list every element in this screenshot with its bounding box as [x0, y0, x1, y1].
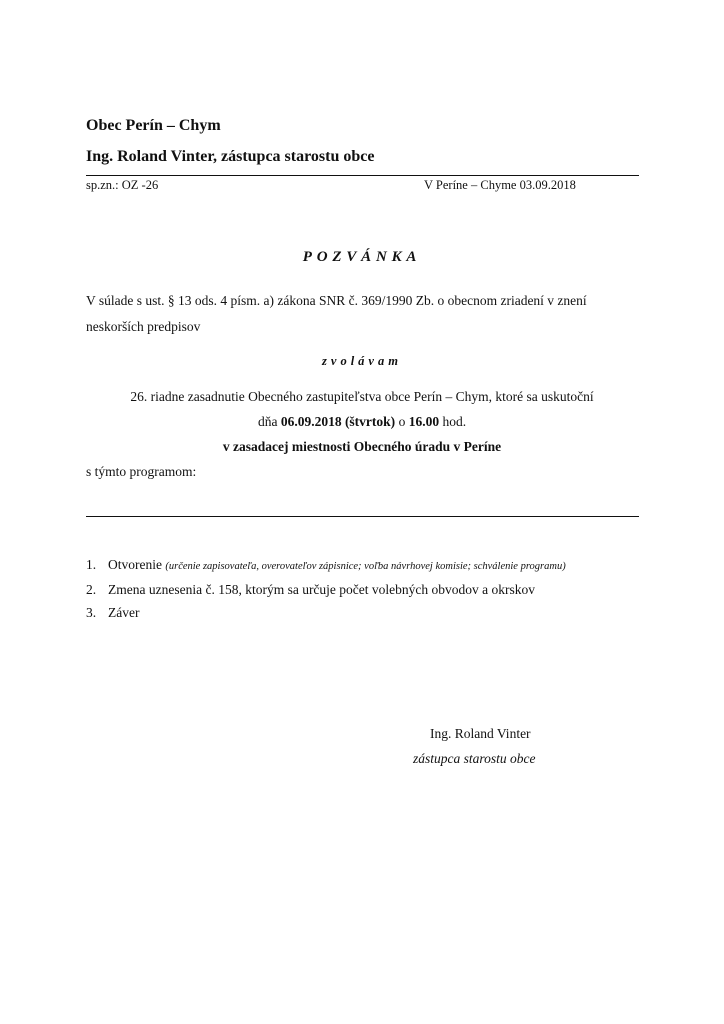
- agenda-item: [86, 601, 646, 624]
- legal-basis-paragraph: V súlade s ust. § 13 ods. 4 písm. a) zákona SNR č. 369/1990 Zb. o obecnom zriadení v znení neskorších predpisov: [86, 293, 587, 334]
- signatory-name: Ing. Roland Vinter: [430, 726, 531, 741]
- agenda-item-note: (určenie zapisovateľa, overovateľov zápisnice; voľba návrhovej komisie; schválenie programu): [165, 561, 566, 572]
- document-title: POZVÁNKA: [302, 249, 422, 265]
- agenda-item-text: Otvorenie: [108, 557, 162, 572]
- meeting-description: 26. riadne zasadnutie Obecného zastupiteľstva obce Perín – Chym, ktoré sa uskutoční: [130, 389, 594, 404]
- convene-statement: zvolávam: [322, 354, 402, 368]
- agenda-list: [86, 553, 646, 624]
- day-prefix: dňa: [257, 414, 281, 429]
- deputy-mayor-heading: Ing. Roland Vinter, zástupca starostu obce: [86, 148, 375, 165]
- time-prefix: o: [395, 414, 409, 429]
- header-divider: [86, 175, 639, 176]
- reference-number: sp.zn.: OZ -26: [86, 178, 159, 192]
- organization-name: Obec Perín – Chym: [86, 117, 221, 134]
- meeting-location: v zasadacej miestnosti Obecného úradu v Períne: [222, 439, 502, 454]
- agenda-item: [86, 578, 646, 601]
- program-divider: [86, 516, 639, 517]
- agenda-item-text: Záver: [108, 605, 140, 620]
- program-intro: s týmto programom:: [86, 464, 197, 479]
- meeting-date: 06.09.2018 (štvrtok): [280, 414, 396, 429]
- agenda-item: [86, 553, 646, 578]
- agenda-item-text: Zmena uznesenia č. 158, ktorým sa určuje počet volebných obvodov a okrskov: [108, 582, 536, 597]
- agenda-item-number: 2.: [86, 582, 97, 597]
- signatory-role: zástupca starostu obce: [413, 751, 536, 766]
- agenda-item-number: 3.: [86, 605, 97, 620]
- place-and-date: V Períne – Chyme 03.09.2018: [424, 178, 576, 192]
- time-suffix: hod.: [439, 414, 467, 429]
- agenda-item-number: 1.: [86, 557, 97, 572]
- meeting-datetime: [0, 414, 724, 430]
- meeting-time: 16.00: [408, 414, 440, 429]
